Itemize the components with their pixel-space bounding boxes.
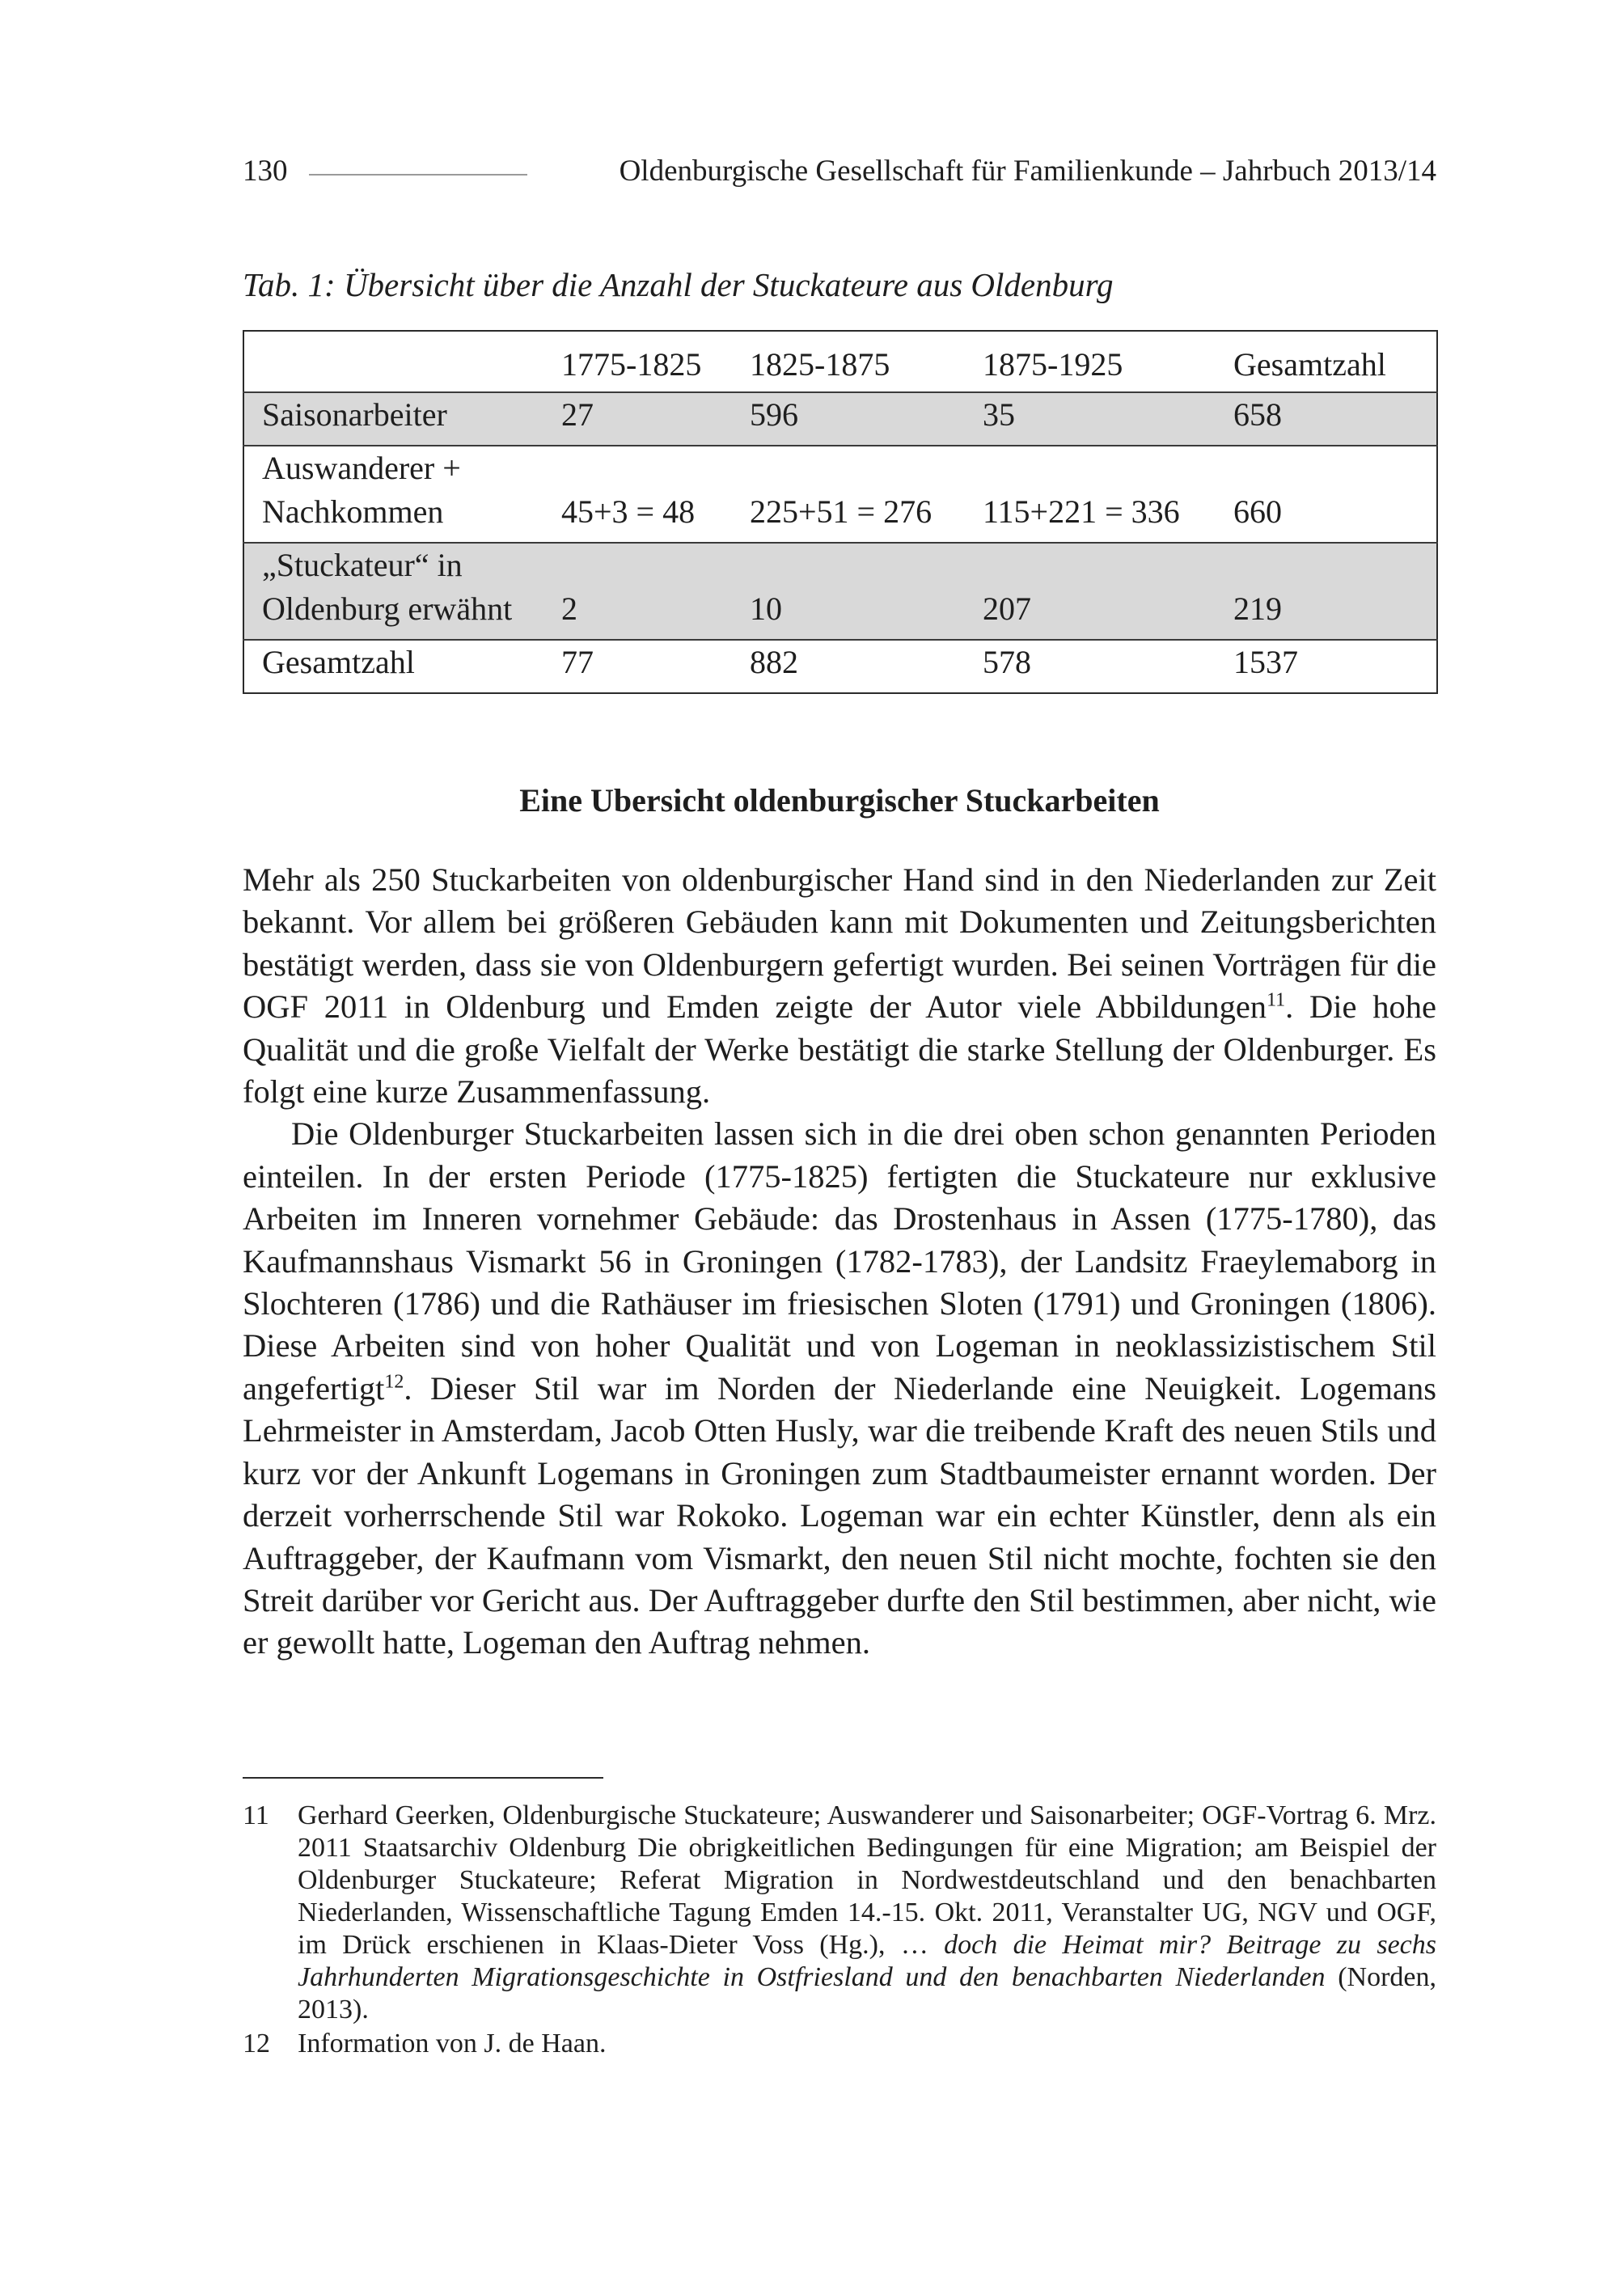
row-label-line: Nachkommen xyxy=(262,493,444,530)
row-label-line: Auswanderer + xyxy=(262,450,461,486)
table-cell: 658 xyxy=(1227,392,1437,446)
table-row xyxy=(243,543,1437,640)
header-rule xyxy=(309,174,527,176)
footnote-separator xyxy=(243,1777,603,1779)
table-cell: 578 xyxy=(983,644,1031,680)
footnote xyxy=(243,1800,1436,2026)
table-cell: 207 xyxy=(976,543,1227,640)
row-label-line: Saisonarbeiter xyxy=(262,396,447,433)
footnote-text xyxy=(298,1800,1436,2026)
table-cell: 77 xyxy=(561,644,594,680)
column-header: Gesamtzahl xyxy=(1233,346,1386,383)
page-number: 130 xyxy=(243,154,288,188)
table-cell: 225+51 = 276 xyxy=(750,493,933,530)
table-caption: Tab. 1: Übersicht über die Anzahl der Stuckateure aus Oldenburg xyxy=(243,266,1114,303)
table-cell: 10 xyxy=(743,543,976,640)
table-cell: 45+3 = 48 xyxy=(561,493,696,530)
row-label xyxy=(243,640,555,693)
paragraph-text: Mehr als 250 Stuckarbeiten von oldenburgischer Hand sind in den Niederlanden zur Zeit bekannt. Vor allem bei größeren Gebäuden kann mit Dokumenten und Zeitungsberichten bestätigt werden, dass sie von Oldenburgern gefertigt wurden. Bei seinen Vorträgen für die OGF 2011 in Oldenburg und Emden zeigte der Autor viele Abbildungen xyxy=(243,861,1436,1026)
footnote-number: 12 xyxy=(243,2029,270,2058)
row-label-line: Gesamtzahl xyxy=(262,644,415,680)
paragraph-text: . Die hohe Qualität und die große Vielfalt der Werke bestätigt die starke Stellung der Oldenburger. Es folgt eine kurze Zusammenfassung. xyxy=(243,988,1436,1111)
table-row xyxy=(243,640,1437,693)
row-label-line: „Stuckateur“ in xyxy=(262,547,463,583)
paragraph-text: Die Oldenburger Stuckarbeiten lassen sich in die drei oben schon genannten Perioden einteilen. In der ersten Periode (1775-1825) fertigten die Stuckateure nur exklusive Arbeiten im Inneren vornehmer Gebäude: das Drostenhaus in Assen (1775-1780), das Kaufmannshaus Vismarkt 56 in Groningen (1782-1783), der Landsitz Fraeylemaborg in Slochteren (1786) und die Rathäuser im friesischen Sloten (1791) und Groningen (1806). Diese Arbeiten sind von hoher Qualität und von Logeman in neoklassizistischem Stil angefertigt xyxy=(243,1115,1436,1407)
table-header-row xyxy=(243,331,1437,392)
row-label xyxy=(243,446,555,543)
footnote xyxy=(243,2028,1436,2060)
table-cell: 1537 xyxy=(1233,644,1298,680)
row-label-line: Oldenburg erwähnt xyxy=(262,590,513,627)
footnote-title-italic: doch die Heimat mir? Beitrage zu sechs Jahrhunderten Migrationsgeschichte in Ostfriesland und den benachbarten Niederlanden xyxy=(298,1930,1436,1992)
document-page xyxy=(243,0,1436,2289)
footnote-reference[interactable]: 12 xyxy=(384,1371,404,1393)
paragraph-text: . Dieser Stil war im Norden der Niederlande eine Neuigkeit. Logemans Lehrmeister in Amsterdam, Jacob Otten Husly, war die treibende Kraft des neuen Stils und kurz vor der Ankunft Logemans in Groningen zum Stadtbaumeister ernannt worden. Der derzeit vorherrschende Stil war Rokoko. Logeman war ein echter Künstler, denn als ein Auftraggeber, der Kaufmann vom Vismarkt, den neuen Stil nicht mochte, fochten sie den Streit darüber vor Gericht aus. Der Auftraggeber durfte den Stil bestimmen, aber nicht, wie er gewollt hatte, Logeman den Auftrag nehmen. xyxy=(243,1369,1436,1661)
footnote-text-part: Gerhard Geerken, Oldenburgische Stuckateure; Auswanderer und Saisonarbeiter; OGF-Vortrag 6. Mrz. 2011 Staatsarchiv Oldenburg Die obrigkeitlichen Bedingungen für eine Migration; am Beispiel der Oldenburger Stuckateure; Referat Migration in Nordwestdeutschland und den benachbarten Niederlanden, Wissenschaftliche Tagung Emden 14.-15. Okt. 2011, Veranstalter UG, NGV und OGF, im Drück erschienen in Klaas-Dieter Voss (Hg.), … xyxy=(298,1800,1436,1960)
table-cell: 115+221 = 336 xyxy=(983,493,1180,530)
table-cell: 882 xyxy=(750,644,798,680)
table-cell: 35 xyxy=(976,392,1227,446)
stuckateure-table xyxy=(243,330,1438,694)
table-row xyxy=(243,392,1437,446)
section-heading: Eine Ubersicht oldenburgischer Stuckarbeiten xyxy=(519,782,1160,819)
journal-title: Oldenburgische Gesellschaft für Familienkunde – Jahrbuch 2013/14 xyxy=(619,154,1436,188)
footnotes xyxy=(243,1800,1436,2062)
table-cell: 2 xyxy=(555,543,743,640)
footnote-reference[interactable]: 11 xyxy=(1267,989,1286,1011)
footnote-text: Information von J. de Haan. xyxy=(298,2029,607,2058)
body-text xyxy=(243,859,1436,1665)
column-header-empty xyxy=(243,331,555,392)
table-cell: 27 xyxy=(555,392,743,446)
row-label xyxy=(243,392,555,446)
paragraph xyxy=(243,1113,1436,1664)
column-header: 1875-1925 xyxy=(983,346,1123,383)
table-cell: 596 xyxy=(743,392,976,446)
footnote-number: 11 xyxy=(243,1800,269,1830)
table-cell: 660 xyxy=(1233,493,1282,530)
column-header: 1775-1825 xyxy=(561,346,702,383)
paragraph xyxy=(243,859,1436,1113)
table-cell: 219 xyxy=(1227,543,1437,640)
footnote-text-part: (Norden, 2013). xyxy=(298,1962,1436,2025)
table-row xyxy=(243,446,1437,543)
row-label xyxy=(243,543,555,640)
column-header: 1825-1875 xyxy=(750,346,890,383)
running-header xyxy=(243,150,1436,191)
